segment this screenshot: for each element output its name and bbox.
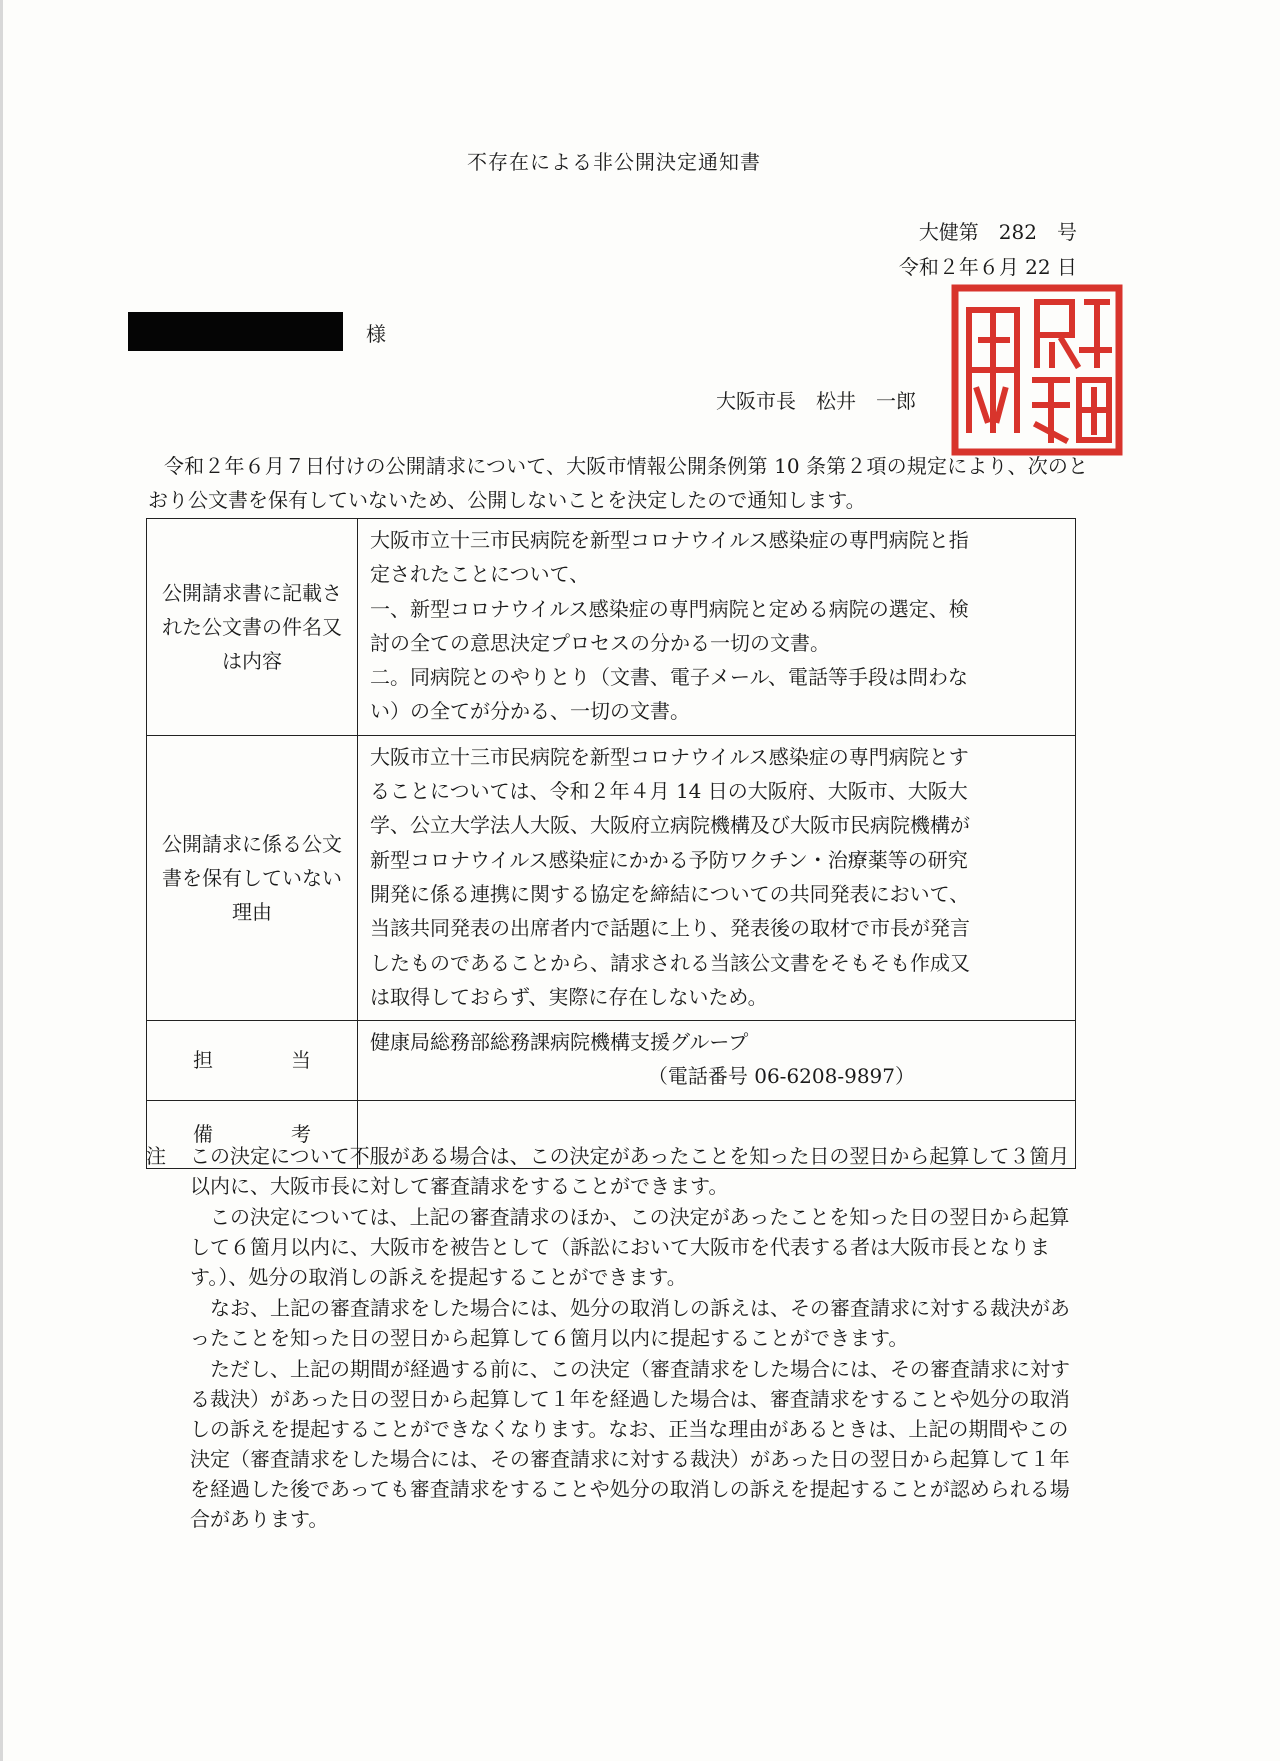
subject-value: [358, 519, 1076, 736]
note-mark: 注: [146, 1144, 166, 1168]
note-paragraph: ただし、上記の期間が経過する前に、この決定（審査請求をした場合には、その審査請求に対する裁決）があった日の翌日から起算して１年を経過した場合は、審査請求をすることや処分の取消しの訴えを提起することができなくなります。なお、正当な理由があるときは、上記の期間やこの決定（審査請求をした場合には、その審査請求に対する裁決）があった日の翌日から起算して１年を経過した後であっても審査請求をすることや処分の取消しの訴えを提起することが認められる場合があります。: [190, 1357, 1070, 1531]
note-paragraph: なお、上記の審査請求をした場合には、処分の取消しの訴えは、その審査請求に対する裁決があったことを知った日の翌日から起算して６箇月以内に提起することができます。: [190, 1296, 1070, 1350]
document-title: 不存在による非公開決定通知書: [467, 150, 761, 174]
contact-label: [147, 1021, 358, 1101]
official-seal-icon: [947, 280, 1127, 460]
subject-label: 公開請求書に記載された公文書の件名又は内容: [147, 519, 358, 736]
decision-table: [146, 518, 1076, 1169]
reason-line: 開発に係る連携に関する協定を締結についての共同発表において、: [370, 881, 970, 906]
notes-section: [146, 1141, 1076, 1534]
reason-line: 当該共同発表の出席者内で話題に上り、発表後の取材で市長が発言: [370, 916, 970, 941]
document-number: 大健第 282 号: [918, 220, 1077, 244]
reason-line: したものであることから、請求される当該公文書をそもそも作成又: [370, 950, 970, 975]
note-paragraph: この決定については、上記の審査請求のほか、この決定があったことを知った日の翌日から起算して６箇月以内に、大阪市を被告として（訴訟において大阪市を代表する者は大阪市長となります。）、処分の取消しの訴えを提起することができます。: [190, 1205, 1070, 1289]
reason-line: 大阪市立十三市民病院を新型コロナウイルス感染症の専門病院とす: [370, 744, 969, 769]
remarks-label-b: 考: [291, 1122, 311, 1147]
reason-line: 新型コロナウイルス感染症にかかる予防ワクチン・治療薬等の研究: [370, 847, 968, 872]
recipient-honorific: 様: [366, 322, 386, 346]
document-date: 令和２年６月 22 日: [898, 255, 1077, 279]
scan-edge: [0, 0, 3, 1761]
remarks-label-a: 備: [193, 1122, 213, 1147]
note-first-text: この決定について不服がある場合は、この決定があったことを知った日の翌日から起算して３箇月以内に、大阪市長に対して審査請求をすることができます。: [190, 1144, 1070, 1198]
subject-line: 大阪市立十三市民病院を新型コロナウイルス感染症の専門病院と指: [370, 528, 969, 552]
reason-line: 学、公立大学法人大阪、大阪府立病院機構及び大阪市民病院機構が: [370, 813, 970, 838]
table-row-reason: [147, 735, 1076, 1020]
reason-line: ることについては、令和２年４月 14 日の大阪府、大阪市、大阪大: [370, 779, 968, 804]
table-row-subject: [147, 519, 1076, 736]
contact-department: 健康局総務部総務課病院機構支援グループ: [370, 1030, 749, 1055]
reason-value: [358, 735, 1076, 1020]
sender-name: 大阪市長 松井 一郎: [716, 389, 916, 413]
contact-label-a: 担: [193, 1048, 213, 1073]
redacted-recipient-name: [128, 312, 343, 351]
reason-label: 公開請求に係る公文書を保有していない理由: [147, 735, 358, 1020]
table-row-contact: [147, 1021, 1076, 1101]
intro-paragraph: 令和２年６月７日付けの公開請求について、大阪市情報公開条例第 10 条第２項の規定により、次のとおり公文書を保有していないため、公開しないことを決定したので通知します。: [148, 454, 1088, 512]
subject-line: い）の全てが分かる、一切の文書。: [370, 699, 690, 724]
subject-line: 一、新型コロナウイルス感染症の専門病院と定める病院の選定、検: [370, 596, 969, 621]
subject-line: 定されたことについて、: [370, 562, 590, 587]
subject-line: 二。同病院とのやりとり（文書、電子メール、電話等手段は問わな: [370, 665, 968, 690]
contact-phone: （電話番号 06-6208-9897）: [647, 1064, 915, 1089]
reason-line: は取得しておらず、実際に存在しないため。: [370, 984, 768, 1009]
contact-label-b: 当: [291, 1048, 311, 1073]
subject-line: 討の全ての意思決定プロセスの分かる一切の文書。: [370, 630, 830, 655]
note-first: [146, 1141, 1076, 1201]
contact-value: [358, 1021, 1076, 1101]
